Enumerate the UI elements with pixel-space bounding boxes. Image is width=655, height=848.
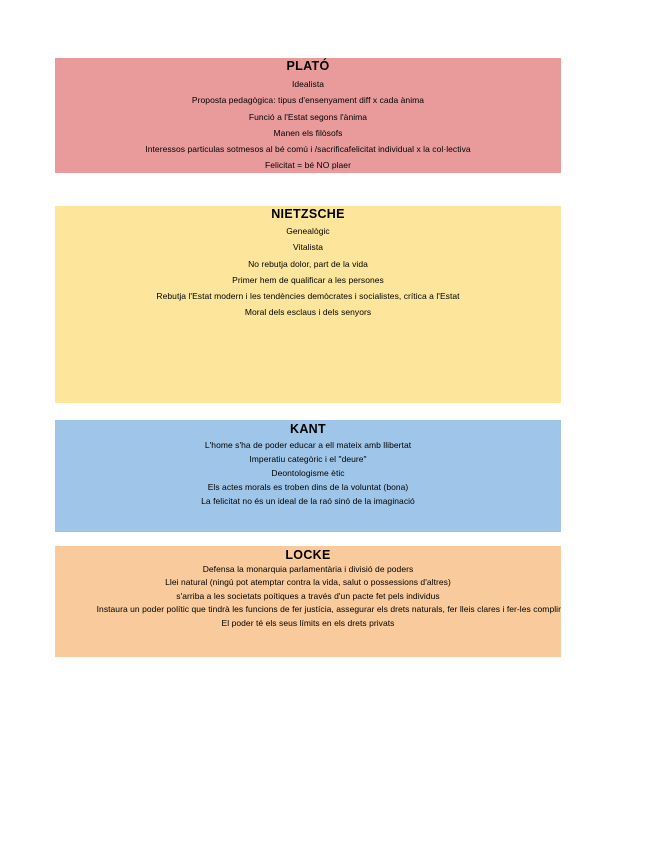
section-line: Rebutja l'Estat modern i les tendències demòcrates i socialistes, crítica a l'Estat xyxy=(156,291,460,302)
section-line: Els actes morals es troben dins de la voluntat (bona) xyxy=(207,482,409,492)
section-title: PLATÓ xyxy=(286,59,330,73)
section-line: Funció a l'Estat segons l'ànima xyxy=(248,111,368,122)
section-title: NIETZSCHE xyxy=(271,207,345,221)
section-title: LOCKE xyxy=(285,548,331,562)
section-line: El poder té els seus límits en els drets privats xyxy=(221,617,395,628)
section-line: Deontologisme ètic xyxy=(271,468,345,478)
section-line: Vitalista xyxy=(292,242,324,253)
section-line: s'arriba a les societats poítiques a través d'un pacte fet pels individus xyxy=(176,590,440,601)
section-line: Moral dels esclaus i dels senyors xyxy=(244,307,372,318)
section-line: La felicitat no és un ideal de la raó sinó de la imaginació xyxy=(201,496,415,506)
section-kant xyxy=(55,420,561,532)
section-line: L'home s'ha de poder educar a ell mateix amb llibertat xyxy=(204,440,412,450)
section-line: Primer hem de qualificar a les persones xyxy=(232,274,384,285)
section-line: Manen els filòsofs xyxy=(273,127,343,138)
section-line: Instaura un poder polític que tindrà les funcions de fer justícia, assegurar els drets naturals, fer lleis clares i fer-les complir xyxy=(96,604,561,615)
section-line: Idealista xyxy=(291,79,325,89)
section-line: No rebutja dolor, part de la vida xyxy=(248,258,368,269)
section-locke xyxy=(55,546,561,657)
section-line: Imperatiu categòric i el "deure" xyxy=(249,454,367,464)
section-line: Llei natural (ningú pot atemptar contra la vida, salut o possessions d'altres) xyxy=(165,577,451,588)
section-line: Genealògic xyxy=(286,226,330,236)
section-line: Proposta pedagògica: tipus d'ensenyament diff x cada ànima xyxy=(191,95,425,106)
section-plato xyxy=(55,58,561,173)
section-line: Felicitat = bé NO plaer xyxy=(265,160,351,171)
section-title: KANT xyxy=(290,422,326,436)
section-nietzsche xyxy=(55,206,561,403)
section-line: Defensa la monarquia parlamentària i divisió de poders xyxy=(202,564,414,574)
section-line: Interessos particulas sotmesos al bé comú i /sacrificafelicitat individual x la col·lectiva xyxy=(145,144,471,155)
